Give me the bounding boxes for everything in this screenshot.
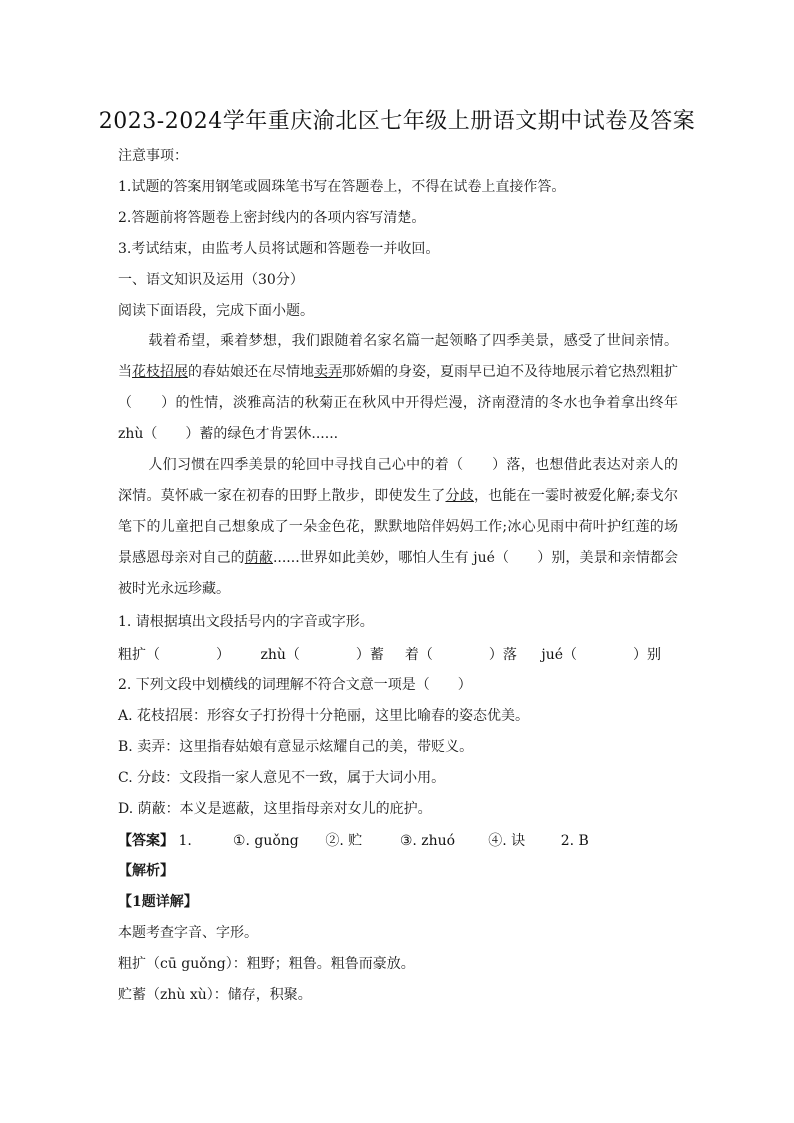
blank-item: 粗扩（ ）: [118, 647, 230, 663]
question-2: 2. 下列文段中划横线的词理解不符合文意一项是（ ）: [118, 677, 472, 693]
question-1-blanks: [118, 644, 661, 664]
notice-item-2: 2.答题前将答题卷上密封线内的各项内容写清楚。: [118, 210, 426, 226]
underlined-word: 花枝招展: [132, 364, 188, 380]
passage-text: 的春姑娘还在尽情地: [188, 364, 314, 380]
notice-item-1: 1.试题的答案用钢笔或圆珠笔书写在答题卷上，不得在试卷上直接作答。: [118, 179, 566, 195]
answer-label: 【答案】: [118, 833, 174, 849]
notice-item-3: 3.考试结束，由监考人员将试题和答题卷一并收回。: [118, 241, 440, 257]
notice-heading: 注意事项：: [118, 148, 188, 164]
answer-part: ①. guǒng: [232, 833, 299, 849]
passage-text: 那娇媚的身姿，夏雨早已迫不及待地展示着它热烈粗扩（ ）的性情，淡雅高洁的秋菊正在秋风中开得烂漫，济南澄清的冬水也争着拿出终年 zhù（ ）蓄的绿色才肯罢休......: [118, 364, 678, 442]
page-title: 2023-2024学年重庆渝北区七年级上册语文期中试卷及答案: [98, 109, 696, 134]
option-b: B. 卖弄：这里指春姑娘有意显示炫耀自己的美，带贬义。: [118, 739, 474, 755]
answer-part: ③. zhuó: [399, 833, 456, 849]
underlined-word: 卖弄: [314, 364, 342, 380]
blank-item: jué（ ）别: [541, 647, 662, 663]
answer-part: 1.: [178, 833, 192, 849]
passage-text: ......世界如此美妙，哪怕人生有 jué（ ）别，美景和亲情都会被时光永远珍藏。: [118, 550, 679, 597]
passage-paragraph-1: [118, 326, 678, 450]
answer-line: [118, 830, 589, 850]
analysis-line: 贮蓄（zhù xù）：储存，积聚。: [118, 987, 312, 1003]
blank-item: 着（ ）落: [404, 647, 517, 663]
section-heading: 一、语文知识及运用（30分）: [118, 272, 304, 288]
detail-label: 【1题详解】: [118, 894, 198, 910]
question-1: 1. 请根据填出文段括号内的字音或字形。: [118, 614, 374, 630]
passage-paragraph-2: [118, 450, 678, 605]
option-d: D. 荫蔽：本义是遮蔽，这里指母亲对女儿的庇护。: [118, 801, 432, 817]
analysis-line: 本题考查字音、字形。: [118, 925, 258, 941]
passage-text: 载着希望，乘着梦想，我们跟随着名家名篇一起领略了四季美景，感受了世间亲情。当: [118, 333, 678, 380]
answer-part: ②. 贮: [325, 833, 363, 849]
underlined-word: 荫蔽: [244, 550, 273, 566]
analysis-line: 粗扩（cū guǒng）：粗野；粗鲁。粗鲁而豪放。: [118, 956, 415, 972]
blank-item: zhù（ ）蓄: [260, 647, 384, 663]
option-c: C. 分歧：文段指一家人意见不一致，属于大词小用。: [118, 770, 446, 786]
underlined-word: 分歧: [445, 488, 474, 504]
section-instruction: 阅读下面语段，完成下面小题。: [118, 303, 314, 319]
answer-part: 2. B: [560, 833, 589, 849]
option-a: A. 花枝招展：形容女子打扮得十分艳丽，这里比喻春的姿态优美。: [118, 708, 530, 724]
answer-part: ④. 诀: [488, 833, 526, 849]
analysis-label: 【解析】: [118, 863, 174, 879]
passage-text: ，也能在一霎时被爱化解;泰戈尔笔下的儿童把自己想象成了一朵金色花，默默地陪伴妈妈工作;冰心见雨中荷叶护红莲的场景感恩母亲对自己的: [118, 488, 679, 566]
passage-text: 人们习惯在四季美景的轮回中寻找自己心中的着（ ）落，也想借此表达对亲人的深情。莫怀戚一家在初春的田野上散步，即使发生了: [118, 457, 678, 504]
